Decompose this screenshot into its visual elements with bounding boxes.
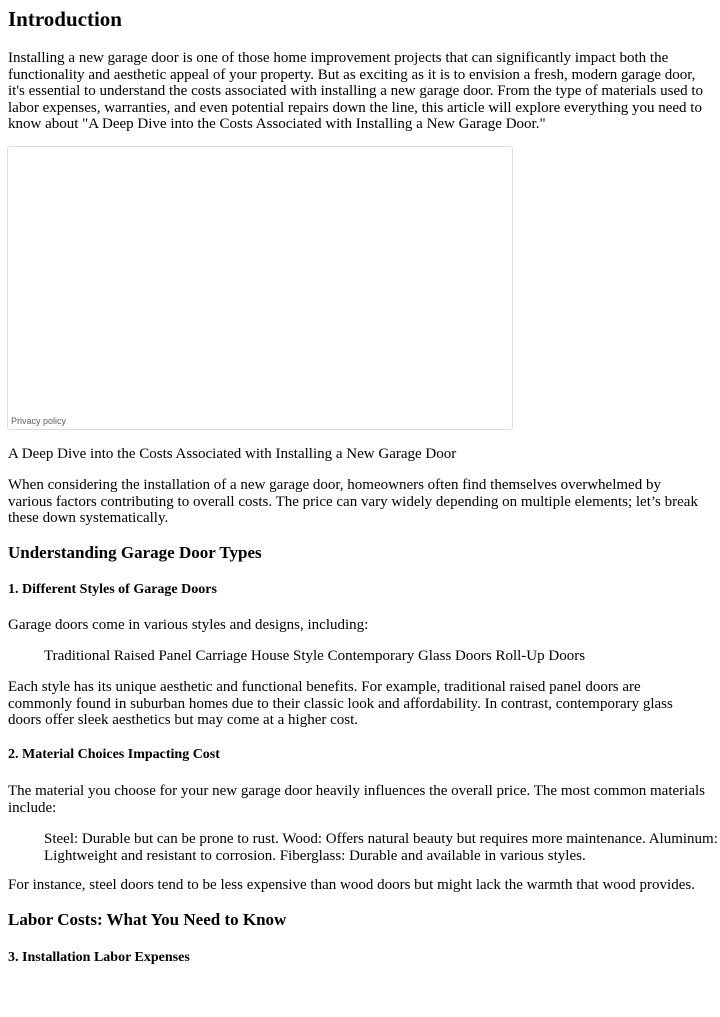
styles-intro-paragraph: Garage doors come in various styles and designs, including: (8, 617, 369, 633)
article-lead-paragraph: When considering the installation of a new garage door, homeowners often find themselves overwhelmed by various factors contributing to overall costs. The price can vary widely depending on multiple elements; let’s break these down systematically. (8, 477, 698, 526)
embedded-map-frame[interactable] (7, 146, 513, 430)
article-subtitle: A Deep Dive into the Costs Associated with Installing a New Garage Door (8, 446, 457, 462)
subsection-heading-styles: 1. Different Styles of Garage Doors (8, 582, 217, 597)
privacy-policy-link[interactable]: Privacy policy (11, 416, 67, 426)
intro-paragraph: Installing a new garage door is one of those home improvement projects that can significantly impact both the functionality and aesthetic appeal of your property. But as exciting as it is to envision a fresh, modern garage door, it's essential to understand the costs associated with installing a new garage door. From the type of materials used to labor expenses, warranties, and even potential repairs down the line, this article will explore everything you need to know about "A Deep Dive into the Costs Associated with Installing a New Garage Door." (8, 50, 704, 132)
materials-list: Steel: Durable but can be prone to rust. Wood: Offers natural beauty but requires more maintenance. Aluminum: Lightweight and resistant to corrosion. Fiberglass: Durable and available in various styles. (44, 831, 718, 864)
styles-list: Traditional Raised Panel Carriage House Style Contemporary Glass Doors Roll-Up Doors (44, 648, 586, 664)
subsection-heading-installation-labor: 3. Installation Labor Expenses (8, 950, 190, 965)
materials-explain-paragraph: For instance, steel doors tend to be less expensive than wood doors but might lack the warmth that wood provides. (8, 877, 695, 893)
materials-intro-paragraph: The material you choose for your new garage door heavily influences the overall price. The most common materials include: (8, 783, 705, 816)
intro-heading: Introduction (8, 7, 122, 31)
section-heading-garage-door-types: Understanding Garage Door Types (8, 543, 262, 562)
section-heading-labor-costs: Labor Costs: What You Need to Know (8, 910, 287, 929)
subsection-heading-materials: 2. Material Choices Impacting Cost (8, 747, 220, 762)
styles-explain-paragraph: Each style has its unique aesthetic and functional benefits. For example, traditional raised panel doors are commonly found in suburban homes due to their classic look and affordability. In contrast, contemporary glass doors offer sleek aesthetics but may come at a higher cost. (8, 679, 673, 728)
